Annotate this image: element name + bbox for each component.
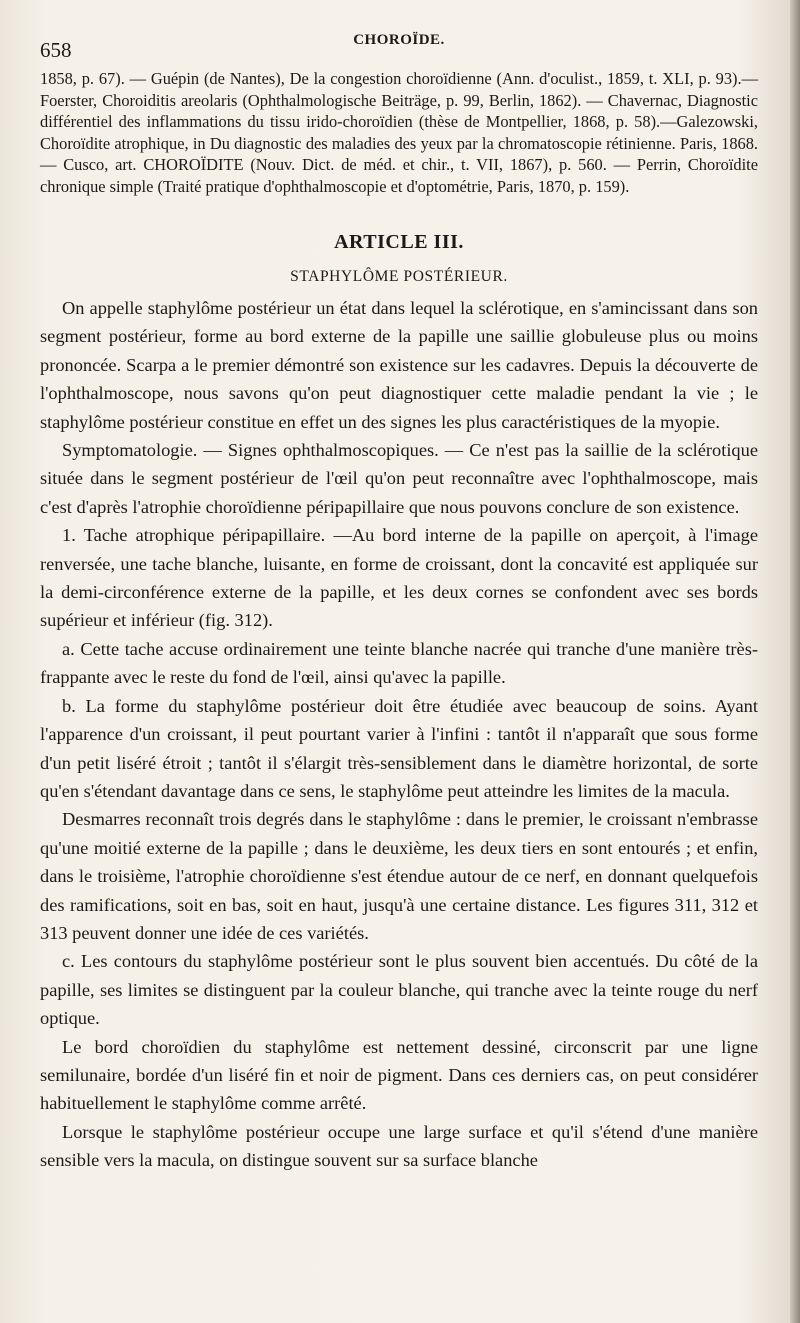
article-subheading: STAPHYLÔME POSTÉRIEUR. [290,268,508,285]
bibliography-references [40,68,758,197]
running-head: CHOROÏDE. [353,32,445,48]
article-heading: ARTICLE III. [334,231,464,253]
page-edge-shadow [790,0,800,1323]
paragraph: c. Les contours du staphylôme postérieur sont le plus souvent bien accentués. Du côté de la papille, ses limites se distinguent par la couleur blanche, qui tranche avec la teinte rouge du nerf optique. [40,951,758,1029]
paragraph: a. Cette tache accuse ordinairement une teinte blanche nacrée qui tranche d'une manière très-frappante avec le reste du fond de l'œil, ainsi qu'avec la papille. [40,638,758,688]
paragraph: On appelle staphylôme postérieur un état dans lequel la sclérotique, en s'amincissant dans son segment postérieur, forme au bord externe de la papille une saillie globuleuse plus ou moins prononcée. Scarpa a le premier démontré son existence sur les cadavres. Depuis la découverte de l'ophthalmoscope, nous savons qu'on peut diagnostiquer cette maladie pendant la vie ; le staphylôme postérieur constitue en effet un des signes les plus caractéristiques de la myopie. [40,298,758,432]
page-header [40,28,758,64]
paragraph: Lorsque le staphylôme postérieur occupe une large surface et qu'il s'étend d'une manière sensible vers la macula, on distingue souvent sur sa surface blanche [40,1121,758,1171]
paragraph: Symptomatologie. — Signes ophthalmoscopiques. — Ce n'est pas la saillie de la sclérotique située dans le segment postérieur de l'œil qu'on peut reconnaître avec l'ophthalmoscope, mais c'est d'après l'atrophie choroïdienne péripapillaire que nous pouvons conclure de son existence. [40,440,758,517]
body-text [40,294,758,1175]
paragraph: 1. Tache atrophique péripapillaire. —Au bord interne de la papille on aperçoit, à l'image renversée, une tache blanche, luisante, en forme de croissant, dont la concavité est appliquée sur la demi-circonférence externe de la papille, et les deux cornes se confondent avec ses bords supérieur et inférieur (fig. 312). [40,525,758,631]
references-text: 1858, p. 67). — Guépin (de Nantes), De la congestion choroïdienne (Ann. d'oculist., 1859, t. XLI, p. 93).— Foerster, Choroiditis areolaris (Ophthalmologische Beiträge, p. 99, Berlin, 1862). — Chavernac, Diagnostic différentiel des inflammations du tissu irido-choroïdien (thèse de Montpellier, 1868, p. 58).—Galezowski, Choroïdite atrophique, in Du diagnostic des maladies des yeux par la chromatoscopie rétinienne. Paris, 1868. — Cusco, art. CHOROÏDITE (Nouv. Dict. de méd. et chir., t. VII, 1867), p. 560. — Perrin, Choroïdite chronique simple (Traité pratique d'ophthalmoscopie et d'optométrie, Paris, 1870, p. 159). [40,69,758,196]
page-number: 658 [40,38,72,62]
paragraph: Le bord choroïdien du staphylôme est nettement dessiné, circonscrit par une ligne semilunaire, bordée d'un liséré fin et noir de pigment. Dans ces derniers cas, on peut considérer habituellement le staphylôme comme arrêté. [40,1036,758,1114]
paragraph: Desmarres reconnaît trois degrés dans le staphylôme : dans le premier, le croissant n'embrasse qu'une moitié externe de la papille ; dans le deuxième, les deux tiers en sont entourés ; et enfin, dans le troisième, l'atrophie choroïdienne s'est étendue autour de ce nerf, en donnant quelquefois des ramifications, soit en bas, soit en haut, jusqu'à une certaine distance. Les figures 311, 312 et 313 peuvent donner une idée de ces variétés. [40,809,758,943]
paragraph: b. La forme du staphylôme postérieur doit être étudiée avec beaucoup de soins. Ayant l'apparence d'un croissant, il peut pourtant varier à l'infini : tantôt il n'apparaît que sous forme d'un petit liséré étroit ; tantôt il s'élargit très-sensiblement dans le diamètre horizontal, de sorte qu'en s'étendant davantage dans ce sens, le staphylôme peut atteindre les limites de la macula. [40,695,758,801]
